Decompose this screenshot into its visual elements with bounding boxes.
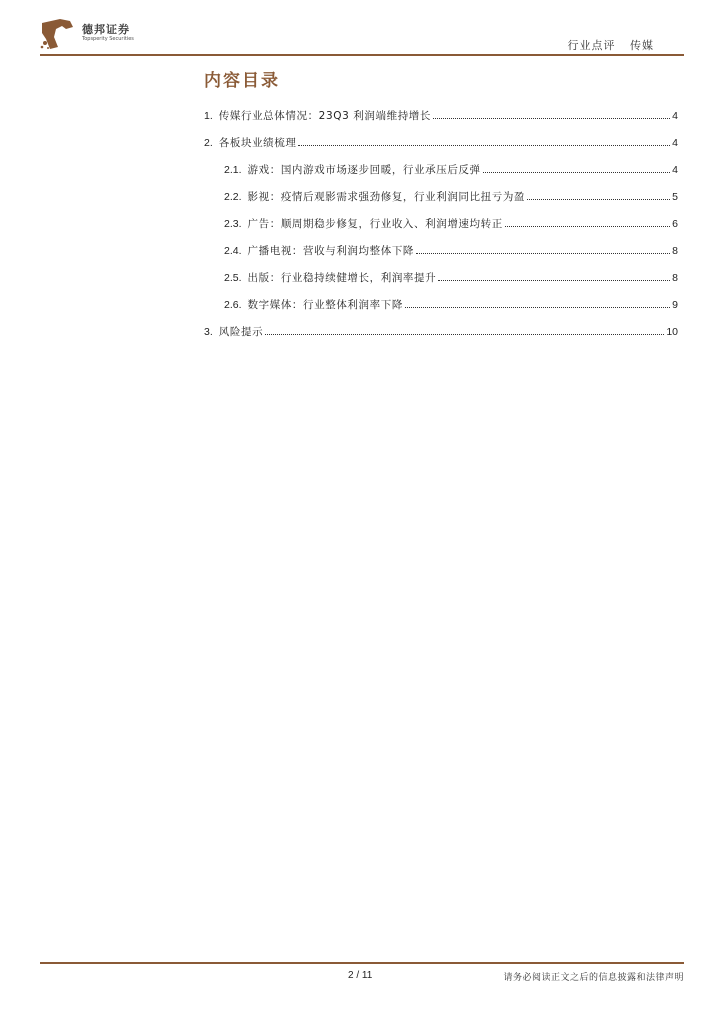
toc-item-page: 4: [672, 164, 678, 176]
toc-item-2-6[interactable]: [224, 297, 678, 312]
toc-item-2[interactable]: [204, 135, 678, 150]
toc-item-text: 风险提示: [218, 326, 264, 338]
toc-item-3[interactable]: [204, 324, 678, 339]
company-name-en: Topsperity Securities: [82, 36, 134, 42]
toc-item-text: 广播电视：营收与利润均整体下降: [247, 245, 415, 257]
toc-leader-dots: [298, 145, 670, 146]
toc-leader-dots: [505, 226, 670, 227]
toc-item-text: 各板块业绩梳理: [218, 137, 297, 149]
toc-leader-dots: [405, 307, 670, 308]
report-type-tag: 行业点评: [567, 39, 616, 52]
toc-item-number: 2.6.: [224, 299, 242, 311]
footer-rule: [40, 962, 684, 964]
toc-item-2-3[interactable]: [224, 216, 678, 231]
page-number: 2 / 11: [348, 970, 373, 981]
toc-item-page: 8: [672, 272, 678, 284]
toc-item-text: 影视：疫情后观影需求强劲修复，行业利润同比扭亏为盈: [247, 191, 526, 203]
toc-item-text: 数字媒体：行业整体利润率下降: [247, 299, 403, 311]
toc-item-page: 10: [666, 326, 678, 338]
toc-item-number: 2.: [204, 137, 213, 149]
company-name: 德邦证券: [82, 23, 130, 36]
toc-item-number: 1.: [204, 110, 213, 122]
toc-item-2-5[interactable]: [224, 270, 678, 285]
toc-item-2-4[interactable]: [224, 243, 678, 258]
toc-item-number: 2.1.: [224, 164, 242, 176]
toc-item-text: 传媒行业总体情况：23Q3 利润端维持增长: [218, 110, 432, 122]
toc-item-text: 游戏：国内游戏市场逐步回暖，行业承压后反弹: [247, 164, 481, 176]
toc-leader-dots: [483, 172, 671, 173]
toc-item-text: 出版：行业稳持续健增长，利润率提升: [247, 272, 437, 284]
toc-item-text: 广告：顺周期稳步修复，行业收入、利润增速均转正: [247, 218, 503, 230]
toc-item-number: 2.2.: [224, 191, 242, 203]
toc-leader-dots: [438, 280, 670, 281]
toc-item-number: 2.4.: [224, 245, 242, 257]
toc-item-number: 2.3.: [224, 218, 242, 230]
toc-leader-dots: [527, 199, 670, 200]
toc-leader-dots: [265, 334, 664, 335]
toc-item-page: 4: [672, 110, 678, 122]
toc-item-page: 9: [672, 299, 678, 311]
table-of-contents: [0, 0, 724, 400]
toc-item-page: 6: [672, 218, 678, 230]
toc-item-page: 8: [672, 245, 678, 257]
toc-item-2-2[interactable]: [224, 189, 678, 204]
toc-title: 内容目录: [204, 71, 280, 91]
toc-item-number: 3.: [204, 326, 213, 338]
toc-item-page: 5: [672, 191, 678, 203]
toc-leader-dots: [416, 253, 670, 254]
toc-item-2-1[interactable]: [224, 162, 678, 177]
toc-item-1[interactable]: [204, 108, 678, 123]
toc-item-number: 2.5.: [224, 272, 242, 284]
toc-leader-dots: [433, 118, 670, 119]
industry-tag: 传媒: [630, 39, 654, 52]
toc-item-page: 4: [672, 137, 678, 149]
footer-disclaimer: 请务必阅读正文之后的信息披露和法律声明: [503, 973, 684, 983]
